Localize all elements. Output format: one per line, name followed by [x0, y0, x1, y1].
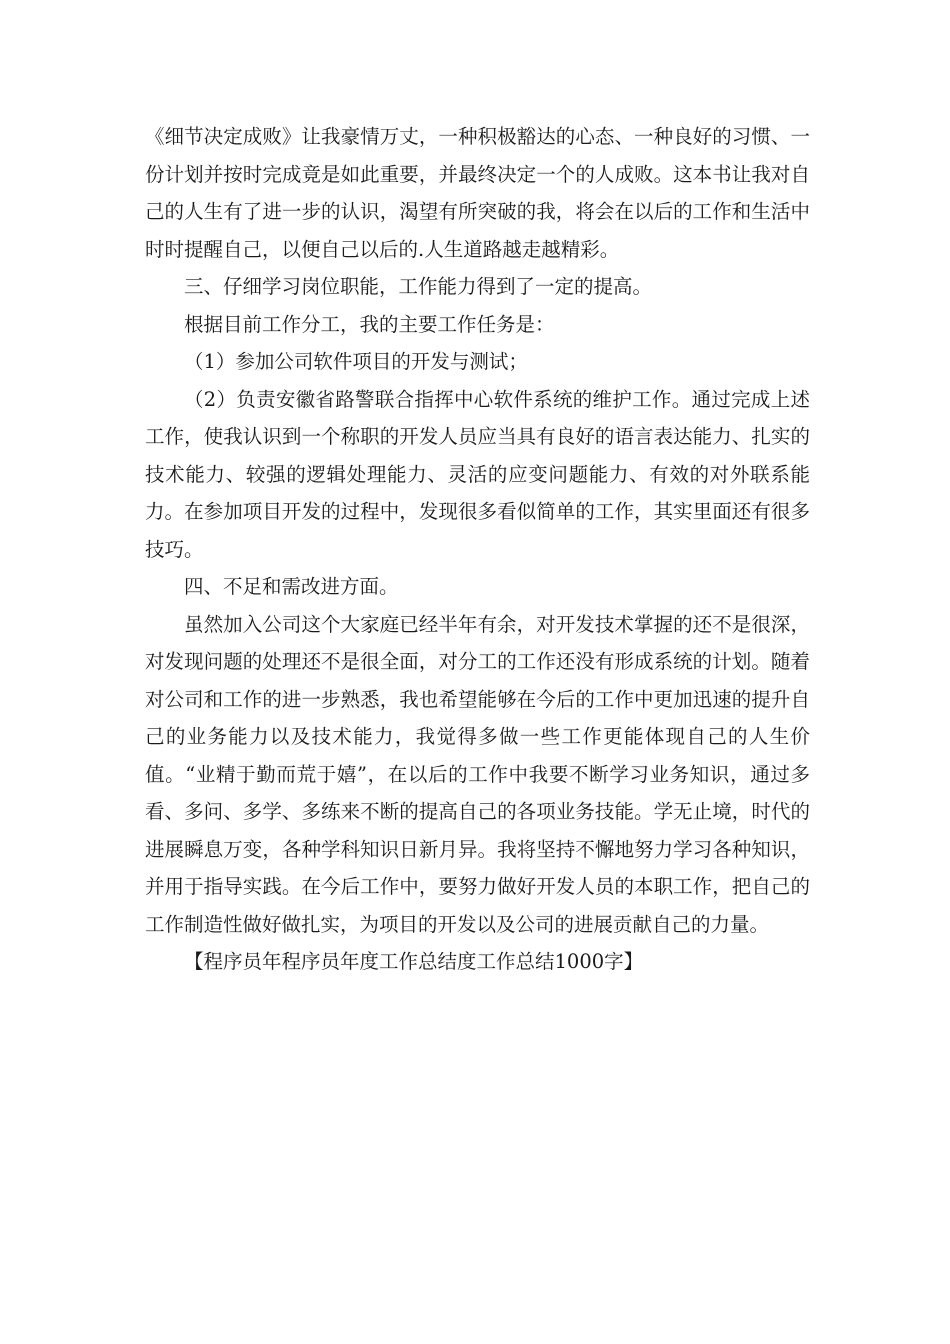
list-item-task-1: （1）参加公司软件项目的开发与测试； [184, 350, 528, 373]
section-heading-improvements: 四、不足和需改进方面。 [184, 575, 399, 598]
document-body [145, 118, 810, 981]
paragraph-task-intro: 根据目前工作分工，我的主要工作任务是： [184, 312, 555, 336]
document-footer-title: 【程序员年程序员年度工作总结度工作总结1000字】 [184, 950, 644, 973]
section-heading-job-skills: 三、仔细学习岗位职能，工作能力得到了一定的提高。 [184, 275, 653, 298]
paragraph-improvements: 虽然加入公司这个大家庭已经半年有余，对开发技术掌握的还不是很深，对发现问题的处理还不是很全面，对分工的工作还没有形成系统的计划。随着对公司和工作的进一步熟悉，我也希望能够在今后的工作中更加迅速的提升自己的业务能力以及技术能力，我觉得多做一些工作更能体现自己的人生价值。“业精于勤而荒于嬉”，在以后的工作中我要不断学习业务知识，通过多看、多问、多学、多练来不断的提高自己的各项业务技能。学无止境，时代的进展瞬息万变，各种学科知识日新月异。我将坚持不懈地努力学习各种知识，并用于指导实践。在今后工作中，要努力做好开发人员的本职工作，把自己的工作制造性做好做扎实，为项目的开发以及公司的进展贡献自己的力量。 [145, 612, 810, 936]
paragraph-book-reflection: 《细节决定成败》让我豪情万丈，一种积极豁达的心态、一种良好的习惯、一份计划并按时完成竟是如此重要，并最终决定一个的人成败。这本书让我对自己的人生有了进一步的认识，渴望有所突破的我，将会在以后的工作和生活中时时提醒自己，以便自己以后的.人生道路越走越精彩。 [145, 125, 810, 261]
list-item-task-2: （2）负责安徽省路警联合指挥中心软件系统的维护工作。通过完成上述工作，使我认识到一个称职的开发人员应当具有良好的语言表达能力、扎实的技术能力、较强的逻辑处理能力、灵活的应变问题能力、有效的对外联系能力。在参加项目开发的过程中，发现很多看似简单的工作，其实里面还有很多技巧。 [145, 387, 810, 561]
